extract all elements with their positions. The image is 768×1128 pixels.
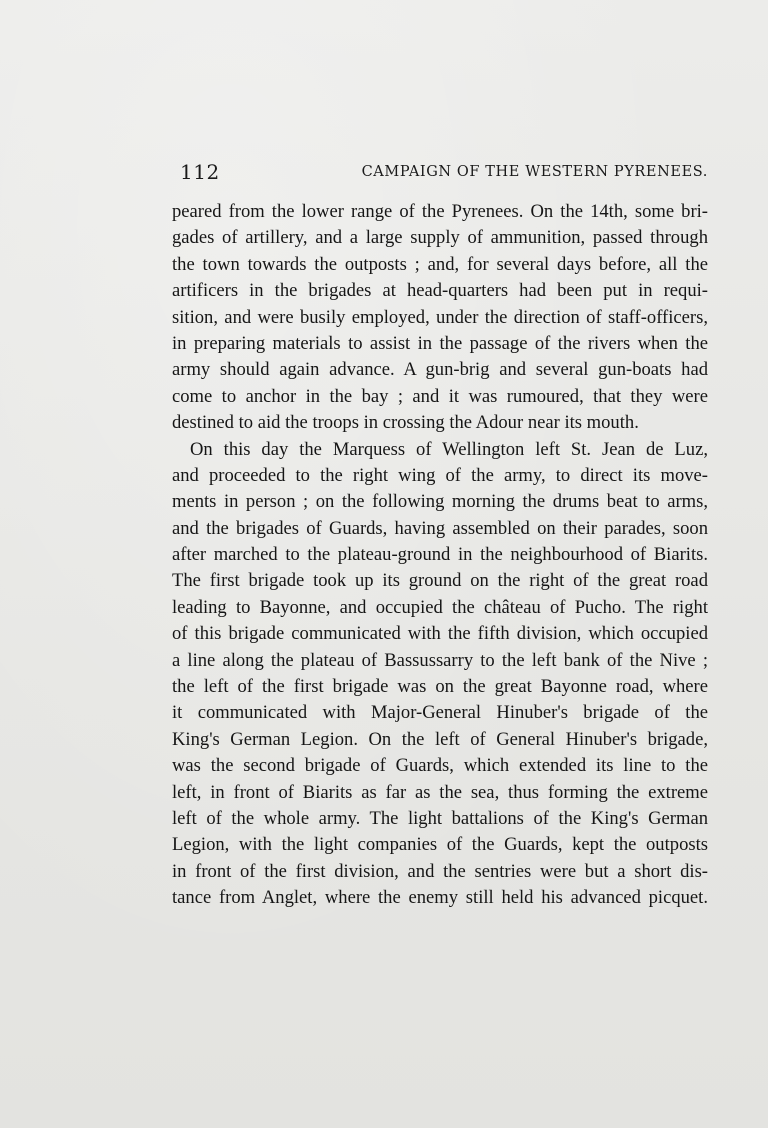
running-title: CAMPAIGN OF THE WESTERN PYRENEES. [361, 164, 708, 180]
text-line: On this day the Marquess of Wellington left St. Jean de Luz, [190, 438, 708, 460]
paragraph-1 [172, 199, 708, 437]
text-line: and proceeded to the right wing of the army, to direct its move- [172, 464, 708, 486]
text-line: and the brigades of Guards, having assembled on their parades, soon [172, 517, 708, 539]
text-line: was the second brigade of Guards, which extended its line to the [172, 755, 708, 777]
text-line: gades of artillery, and a large supply of ammunition, passed through [172, 227, 708, 249]
page-number: 112 [180, 160, 220, 184]
text-line: sition, and were busily employed, under the direction of staff-officers, [172, 306, 708, 328]
text-line: ments in person ; on the following morning the drums beat to arms, [172, 491, 708, 513]
text-line: King's German Legion. On the left of General Hinuber's brigade, [172, 728, 708, 750]
text-line: in preparing materials to assist in the passage of the rivers when the [172, 332, 708, 354]
text-line: The first brigade took up its ground on the right of the great road [172, 570, 708, 592]
text-line: in front of the first division, and the sentries were but a short dis- [172, 860, 708, 882]
text-line: peared from the lower range of the Pyrenees. On the 14th, some bri- [172, 201, 708, 222]
text-line: destined to aid the troops in crossing the Adour near its mouth. [172, 412, 639, 434]
text-line: after marched to the plateau-ground in the neighbourhood of Biarits. [172, 544, 708, 566]
paragraph-2 [172, 437, 708, 912]
text-line: left, in front of Biarits as far as the sea, thus forming the extreme [172, 781, 708, 803]
text-line: it communicated with Major-General Hinuber's brigade of the [172, 702, 708, 724]
text-line: the left of the first brigade was on the great Bayonne road, where [172, 676, 708, 698]
body-text [172, 199, 708, 912]
text-line: leading to Bayonne, and occupied the château of Pucho. The right [172, 596, 708, 618]
text-line: tance from Anglet, where the enemy still held his advanced picquet. [172, 887, 708, 909]
text-line: come to anchor in the bay ; and it was rumoured, that they were [172, 385, 708, 407]
text-line: army should again advance. A gun-brig and several gun-boats had [172, 359, 708, 381]
text-line: the town towards the outposts ; and, for several days before, all the [172, 253, 708, 275]
text-line: of this brigade communicated with the fifth division, which occupied [172, 623, 708, 645]
text-line: left of the whole army. The light battalions of the King's German [172, 807, 708, 829]
text-line: a line along the plateau of Bassussarry to the left bank of the Nive ; [172, 649, 708, 671]
text-line: Legion, with the light companies of the Guards, kept the outposts [172, 834, 708, 856]
text-line: artificers in the brigades at head-quarters had been put in requi- [172, 280, 708, 302]
page-header [180, 160, 708, 188]
